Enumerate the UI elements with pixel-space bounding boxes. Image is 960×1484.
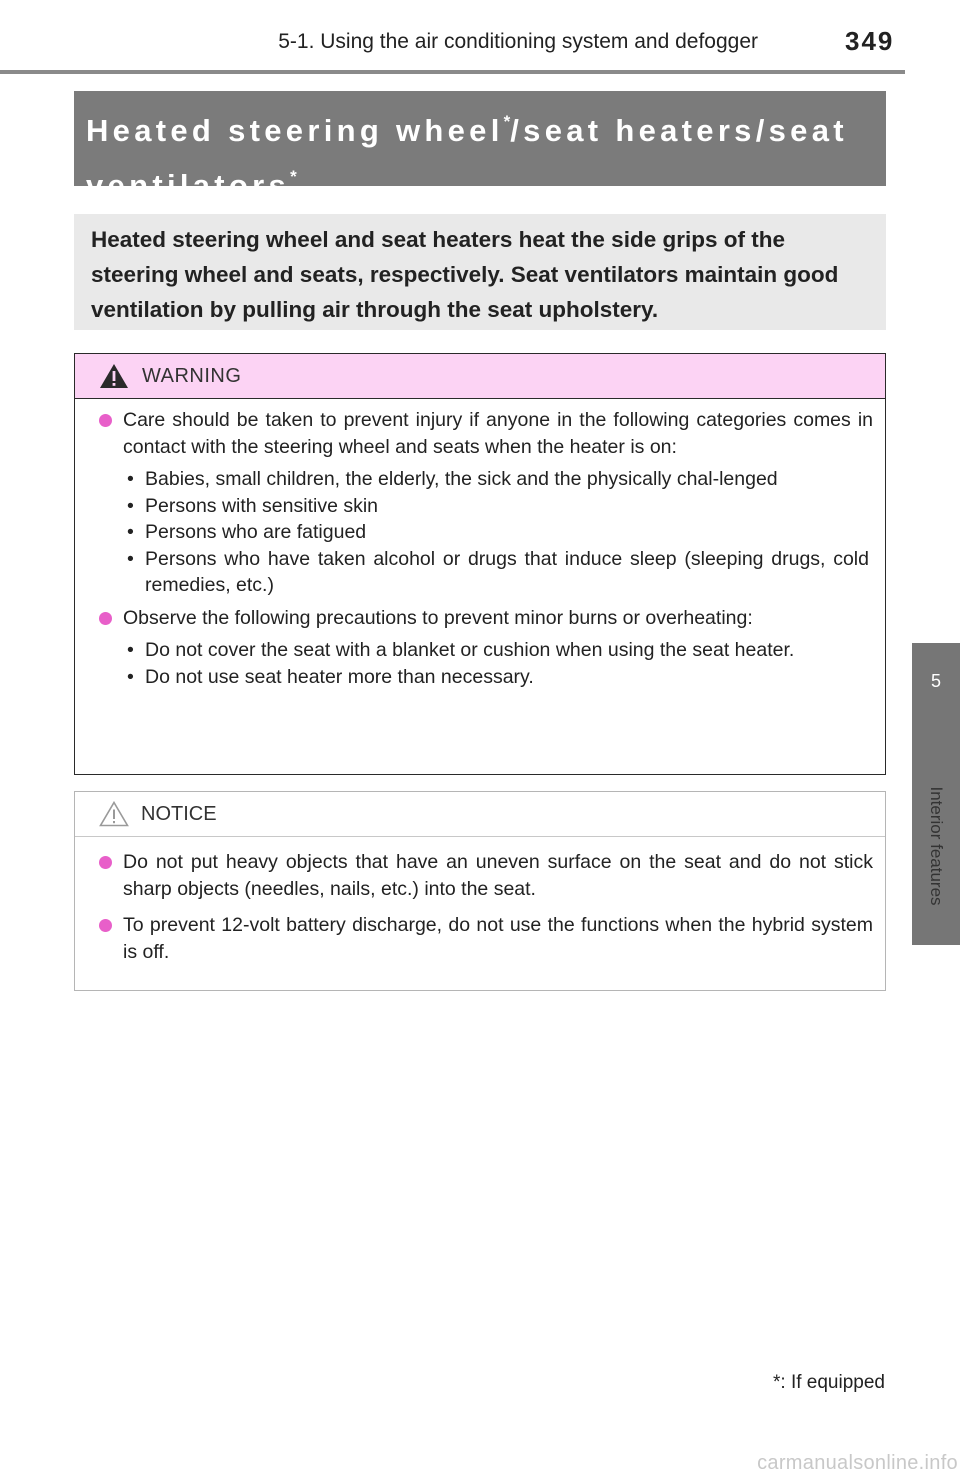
warning-box (74, 353, 886, 775)
list-item: • Persons with sensitive skin (87, 493, 873, 520)
notice-body (75, 837, 885, 965)
page-number: 349 (845, 26, 895, 56)
footnote-text: : If equipped (780, 1372, 885, 1393)
intro-box (74, 214, 886, 330)
header-divider (0, 70, 905, 74)
warning-item: Care should be taken to prevent injury if anyone in the following categories comes in contact with the steering wheel and seats when the heater is on: (87, 407, 873, 460)
warning-triangle-icon (99, 363, 129, 389)
warning-header (75, 354, 885, 399)
watermark: carmanualsonline.info (757, 1452, 958, 1474)
section-title: 5-1. Using the air conditioning system and defogger (278, 30, 758, 53)
chapter-title-vertical (908, 746, 960, 946)
warning-label: WARNING (142, 365, 242, 387)
notice-item: To prevent 12-volt battery discharge, do not use the functions when the hybrid system is off. (87, 912, 873, 965)
warning-sublist (87, 466, 873, 599)
page-heading (74, 91, 886, 209)
warning-sublist (87, 637, 873, 690)
equipped-mark: * (290, 167, 297, 186)
notice-item: Do not put heavy objects that have an uneven surface on the seat and do not stick sharp objects (needles, nails, etc.) into the seat. (87, 849, 873, 902)
notice-label: NOTICE (141, 803, 217, 825)
list-item: • Do not use seat heater more than necessary. (87, 664, 873, 691)
heading-part-2: /seat heaters/seat ventilators (86, 113, 848, 203)
list-item: • Persons who are fatigued (87, 519, 873, 546)
warning-item: Observe the following precautions to prevent minor burns or overheating: (87, 605, 873, 632)
notice-box (74, 791, 886, 991)
heading-part-1: Heated steering wheel (86, 113, 504, 148)
warning-body (75, 399, 885, 690)
chapter-title: Interior features (927, 786, 946, 906)
chapter-number: 5 (930, 671, 941, 691)
list-item: • Do not cover the seat with a blanket or cushion when using the seat heater. (87, 637, 873, 664)
intro-text: Heated steering wheel and seat heaters heat the side grips of the steering wheel and seats, respectively. Seat ventilators maintain good ventilation by pulling air through the seat upholstery. (91, 227, 839, 322)
notice-header (75, 792, 885, 837)
equipped-mark: * (503, 112, 511, 131)
notice-triangle-icon (99, 801, 129, 827)
list-item: • Persons who have taken alcohol or drugs that induce sleep (sleeping drugs, cold remedies, etc.) (87, 546, 873, 599)
list-item: • Babies, small children, the elderly, the sick and the physically chal-lenged (87, 466, 873, 493)
equipped-mark: * (773, 1372, 781, 1393)
title-banner (74, 91, 886, 203)
footnote (600, 1372, 885, 1394)
